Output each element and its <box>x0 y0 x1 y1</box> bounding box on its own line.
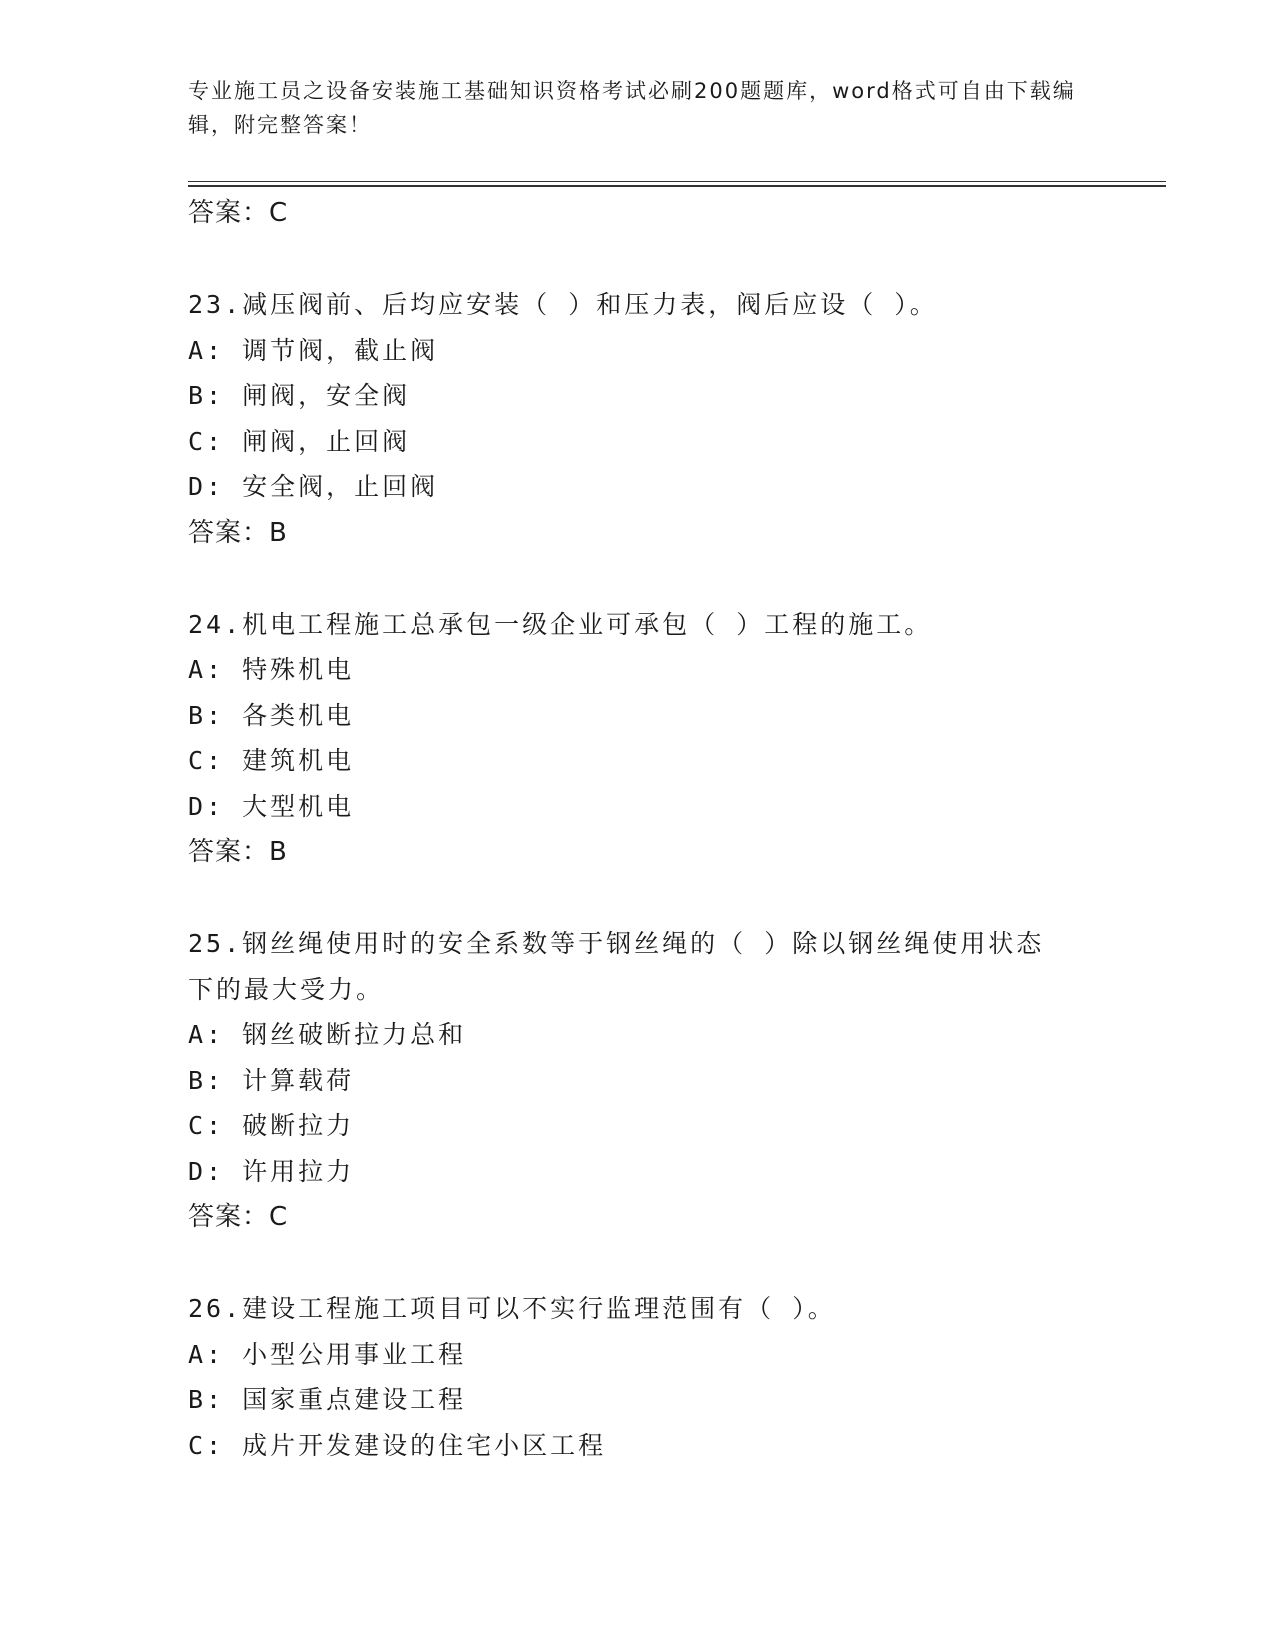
question-stem: 24.机电工程施工总承包一级企业可承包（ ）工程的施工。 <box>188 609 933 639</box>
question-stem: 23.减压阀前、后均应安装（ ）和压力表，阀后应设（ ）。 <box>188 290 938 319</box>
option-c: C: 建筑机电 <box>188 746 355 775</box>
option-b: B: 国家重点建设工程 <box>188 1385 467 1414</box>
option-d: D: 许用拉力 <box>188 1156 355 1186</box>
option-a: A: 小型公用事业工程 <box>188 1339 467 1369</box>
answer-line: 答案：C <box>188 1202 289 1232</box>
option-b: B: 计算载荷 <box>188 1065 355 1095</box>
option-d: D: 安全阀，止回阀 <box>188 472 439 501</box>
question-stem: 25.钢丝绳使用时的安全系数等于钢丝绳的（ ）除以钢丝绳使用状态下的最大受力。 <box>188 929 1045 1004</box>
header-divider-thick <box>188 185 1166 187</box>
question-stem: 26.建设工程施工项目可以不实行监理范围有（ ）。 <box>188 1294 836 1323</box>
answer-line: 答案：C <box>188 198 289 228</box>
answer-line: 答案：B <box>188 517 288 548</box>
document-header: 专业施工员之设备安装施工基础知识资格考试必刷200题题库，word格式可自由下载编辑，附完整答案！ <box>188 79 1076 137</box>
option-c: C: 成片开发建设的住宅小区工程 <box>188 1430 607 1460</box>
option-a: A: 调节阀，截止阀 <box>188 335 439 365</box>
option-a: A: 钢丝破断拉力总和 <box>188 1020 467 1049</box>
option-c: C: 闸阀，止回阀 <box>188 426 411 456</box>
option-c: C: 破断拉力 <box>188 1111 355 1140</box>
header-divider-thin <box>188 181 1166 182</box>
answer-line: 答案：B <box>188 837 288 867</box>
option-b: B: 闸阀，安全阀 <box>188 381 411 410</box>
option-d: D: 大型机电 <box>188 791 355 821</box>
option-a: A: 特殊机电 <box>188 655 355 684</box>
question-list <box>188 190 1148 1468</box>
option-b: B: 各类机电 <box>188 700 355 730</box>
